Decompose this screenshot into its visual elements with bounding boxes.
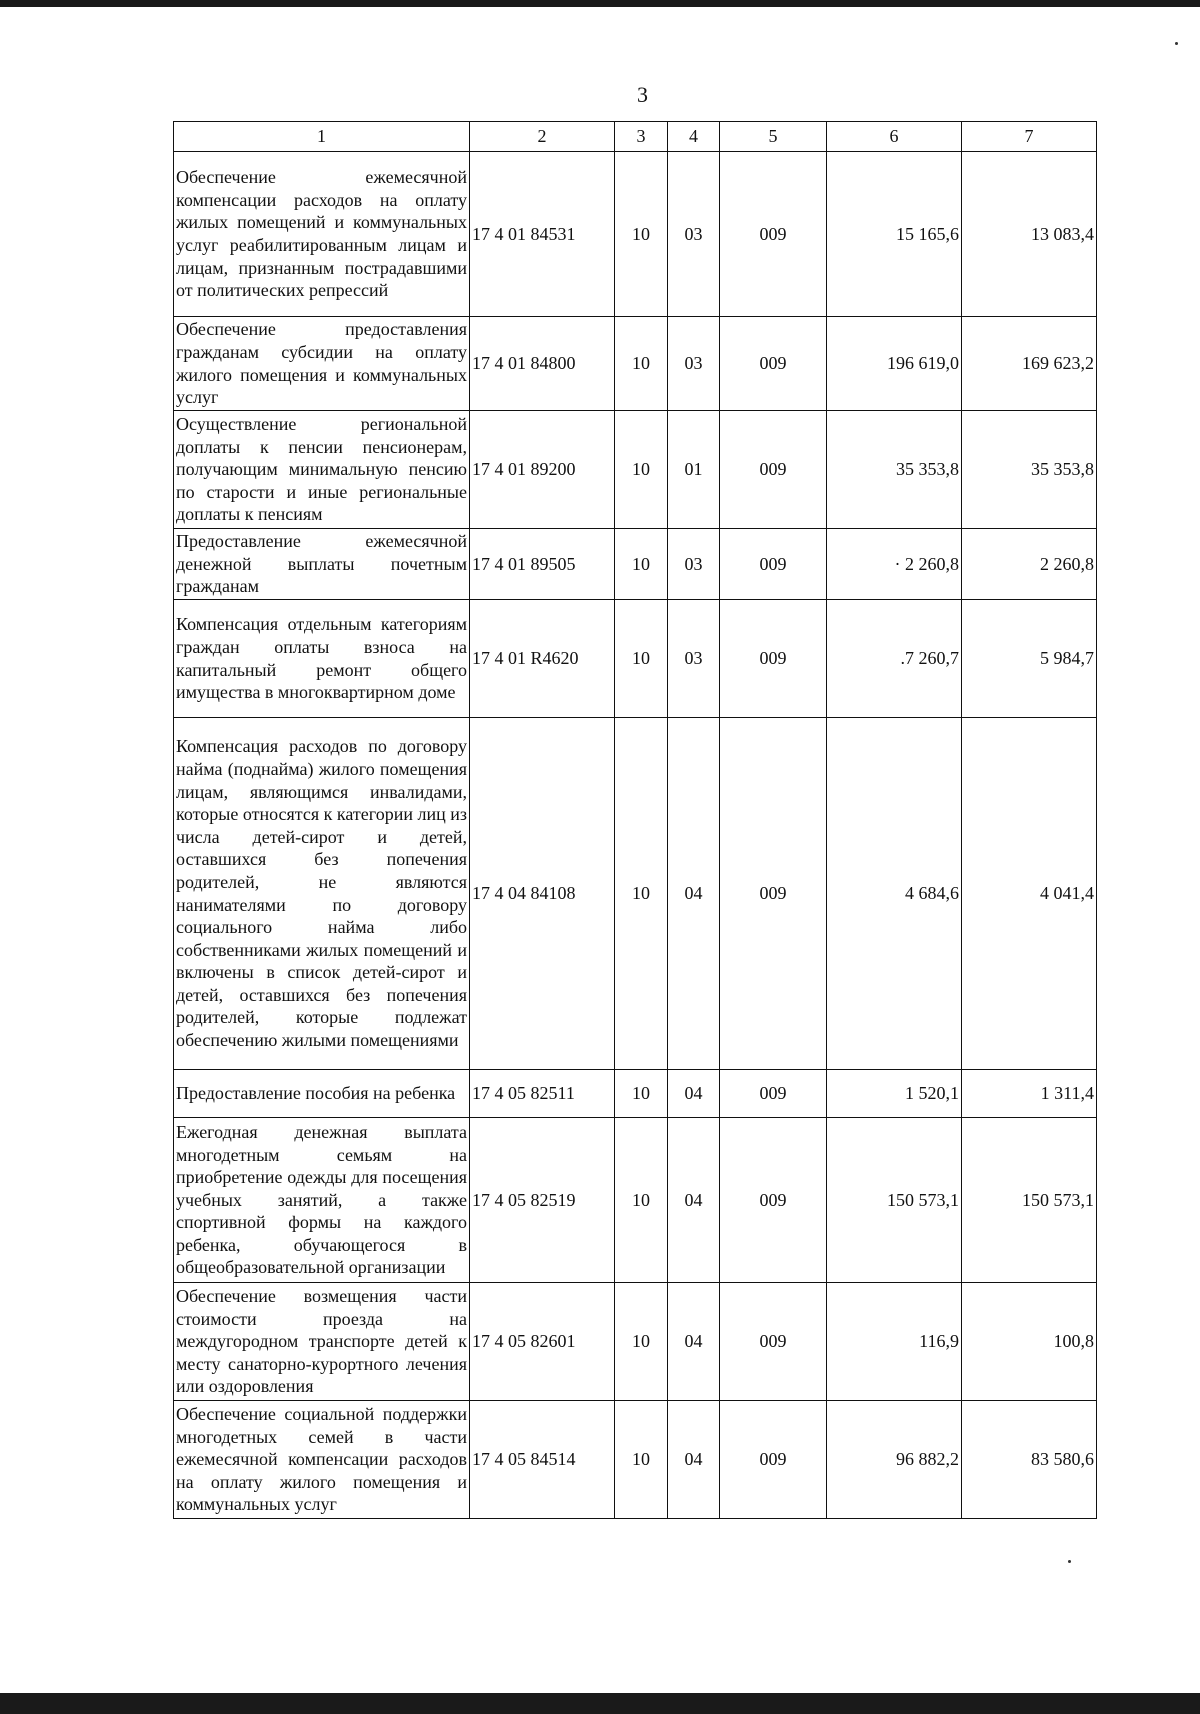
table-row xyxy=(174,718,1097,1070)
row-admin: 009 xyxy=(720,1401,827,1519)
row-value-7: 100,8 xyxy=(962,1283,1097,1401)
row-value-7: 5 984,7 xyxy=(962,600,1097,718)
row-subsection: 03 xyxy=(668,152,720,317)
row-value-6: 35 353,8 xyxy=(827,411,962,529)
row-code: 17 4 05 84514 xyxy=(470,1401,615,1519)
row-value-6: 15 165,6 xyxy=(827,152,962,317)
row-section: 10 xyxy=(615,600,668,718)
row-value-6: 96 882,2 xyxy=(827,1401,962,1519)
scan-speck xyxy=(1175,42,1178,45)
row-value-7: 83 580,6 xyxy=(962,1401,1097,1519)
row-admin: 009 xyxy=(720,317,827,411)
row-section: 10 xyxy=(615,411,668,529)
row-value-6: 4 684,6 xyxy=(827,718,962,1070)
row-description: Обеспечение возмещения части стоимости проезда на междугородном транспорте детей к месту санаторно-курортного лечения или оздоровления xyxy=(174,1283,470,1401)
row-subsection: 04 xyxy=(668,1401,720,1519)
row-code: 17 4 05 82601 xyxy=(470,1283,615,1401)
row-value-6: 1 520,1 xyxy=(827,1070,962,1118)
row-code: 17 4 01 84531 xyxy=(470,152,615,317)
row-description: Осуществление региональной доплаты к пенсии пенсионерам, получающим минимальную пенсию по старости и иные региональные доплаты к пенсиям xyxy=(174,411,470,529)
table-row xyxy=(174,1070,1097,1118)
row-subsection: 04 xyxy=(668,718,720,1070)
row-admin: 009 xyxy=(720,600,827,718)
scan-border-bottom xyxy=(0,1693,1200,1714)
row-subsection: 01 xyxy=(668,411,720,529)
row-section: 10 xyxy=(615,1283,668,1401)
row-value-6: 150 573,1 xyxy=(827,1118,962,1283)
scan-speck xyxy=(1068,1560,1071,1563)
row-admin: 009 xyxy=(720,411,827,529)
row-subsection: 04 xyxy=(668,1118,720,1283)
row-section: 10 xyxy=(615,1070,668,1118)
row-value-6: · 2 260,8 xyxy=(827,529,962,600)
column-header: 2 xyxy=(470,122,615,152)
row-value-6: 196 619,0 xyxy=(827,317,962,411)
table-row xyxy=(174,1401,1097,1519)
row-code: 17 4 01 89505 xyxy=(470,529,615,600)
row-admin: 009 xyxy=(720,152,827,317)
column-header: 4 xyxy=(668,122,720,152)
row-description: Предоставление ежемесячной денежной выплаты почетным гражданам xyxy=(174,529,470,600)
table-row xyxy=(174,1283,1097,1401)
scan-border-top xyxy=(0,0,1200,7)
row-code: 17 4 01 89200 xyxy=(470,411,615,529)
table-row xyxy=(174,1118,1097,1283)
row-section: 10 xyxy=(615,1118,668,1283)
row-description: Компенсация расходов по договору найма (поднайма) жилого помещения лицам, являющимся инвалидами, которые относятся к категории лиц из числа детей-сирот и детей, оставшихся без попечения родителей, не являются нанимателями по договору социального найма либо собственниками жилых помещений и включены в список детей-сирот и детей, оставшихся без попечения родителей, которые подлежат обеспечению жилыми помещениями xyxy=(174,718,470,1070)
row-code: 17 4 01 84800 xyxy=(470,317,615,411)
row-description: Обеспечение предоставления гражданам субсидии на оплату жилого помещения и коммунальных услуг xyxy=(174,317,470,411)
row-value-7: 2 260,8 xyxy=(962,529,1097,600)
row-admin: 009 xyxy=(720,1118,827,1283)
row-admin: 009 xyxy=(720,718,827,1070)
page-number: 3 xyxy=(637,82,648,107)
row-value-6: .7 260,7 xyxy=(827,600,962,718)
row-code: 17 4 04 84108 xyxy=(470,718,615,1070)
table-row xyxy=(174,317,1097,411)
row-description: Обеспечение ежемесячной компенсации расходов на оплату жилых помещений и коммунальных услуг реабилитированным лицам и лицам, признанным пострадавшими от политических репрессий xyxy=(174,152,470,317)
row-subsection: 03 xyxy=(668,600,720,718)
table-row xyxy=(174,529,1097,600)
row-value-7: 150 573,1 xyxy=(962,1118,1097,1283)
row-section: 10 xyxy=(615,718,668,1070)
row-value-7: 4 041,4 xyxy=(962,718,1097,1070)
row-code: 17 4 05 82519 xyxy=(470,1118,615,1283)
row-section: 10 xyxy=(615,152,668,317)
table-row xyxy=(174,600,1097,718)
row-value-7: 35 353,8 xyxy=(962,411,1097,529)
row-code: 17 4 01 R4620 xyxy=(470,600,615,718)
row-section: 10 xyxy=(615,1401,668,1519)
row-subsection: 04 xyxy=(668,1283,720,1401)
row-value-6: 116,9 xyxy=(827,1283,962,1401)
row-value-7: 169 623,2 xyxy=(962,317,1097,411)
row-description: Предоставление пособия на ребенка xyxy=(174,1070,470,1118)
row-description: Обеспечение социальной поддержки многодетных семей в части ежемесячной компенсации расходов на оплату жилого помещения и коммунальных услуг xyxy=(174,1401,470,1519)
row-description: Компенсация отдельным категориям граждан оплаты взноса на капитальный ремонт общего имущества в многоквартирном доме xyxy=(174,600,470,718)
row-subsection: 03 xyxy=(668,529,720,600)
column-header: 5 xyxy=(720,122,827,152)
column-header: 6 xyxy=(827,122,962,152)
row-code: 17 4 05 82511 xyxy=(470,1070,615,1118)
row-admin: 009 xyxy=(720,529,827,600)
table-row xyxy=(174,411,1097,529)
column-header: 3 xyxy=(615,122,668,152)
row-admin: 009 xyxy=(720,1070,827,1118)
row-description: Ежегодная денежная выплата многодетным семьям на приобретение одежды для посещения учебных занятий, а также спортивной формы на каждого ребенка, обучающегося в общеобразовательной организации xyxy=(174,1118,470,1283)
table-header-row xyxy=(174,122,1097,152)
budget-table xyxy=(173,121,1097,1519)
row-value-7: 1 311,4 xyxy=(962,1070,1097,1118)
column-header: 1 xyxy=(174,122,470,152)
column-header: 7 xyxy=(962,122,1097,152)
row-value-7: 13 083,4 xyxy=(962,152,1097,317)
row-admin: 009 xyxy=(720,1283,827,1401)
row-section: 10 xyxy=(615,317,668,411)
table-row xyxy=(174,152,1097,317)
row-subsection: 04 xyxy=(668,1070,720,1118)
row-subsection: 03 xyxy=(668,317,720,411)
row-section: 10 xyxy=(615,529,668,600)
